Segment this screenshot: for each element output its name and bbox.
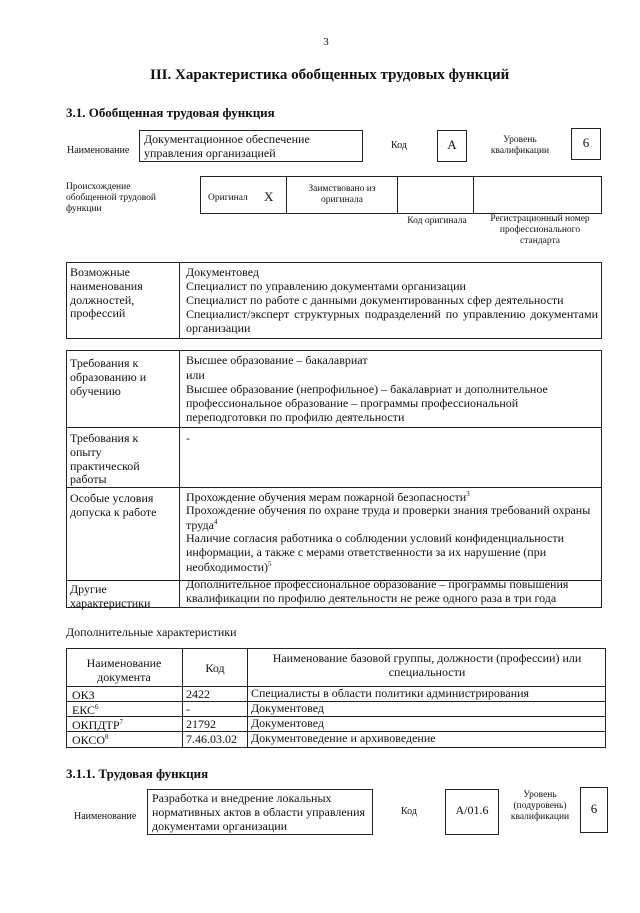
level-label: Уровень квалификации (490, 135, 550, 156)
special-line-text: Прохождение обучения по охране труда и проверки знания требований охраны труда (186, 503, 591, 532)
level-value: 6 (582, 135, 590, 150)
origin-table (200, 176, 602, 214)
section-3-1-title: 3.1. Обобщенная трудовая функция (66, 105, 275, 120)
table-row-doc: ОКСО$^8$ (72, 733, 109, 747)
table-row-code: 7.46.03.02 (186, 732, 237, 746)
function-code-value: А/01.6 (455, 803, 489, 817)
page-number: 3 (323, 36, 329, 48)
education-line: Высшее образование – бакалавриат (186, 353, 368, 367)
origin-label: Происхождение обобщенной трудовой функции (66, 182, 156, 214)
table-row-code: 21792 (186, 717, 216, 731)
position-item: Специалист/эксперт структурных подразделений по управлению документами организации (186, 307, 598, 335)
additional-title: Дополнительные характеристики (66, 625, 237, 639)
original-mark: X (264, 189, 274, 204)
experience-value: - (186, 431, 190, 445)
table-row-code: - (186, 702, 190, 716)
name-label: Наименование (67, 145, 130, 156)
footnote-mark: 4 (213, 517, 218, 526)
function-code-label: Код (401, 806, 417, 817)
original-label: Оригинал (208, 193, 248, 203)
function-name-label: Наименование (74, 811, 137, 822)
additional-header-name: Наименование базовой группы, должности (профессии) или специальности (272, 651, 582, 679)
other-value: Дополнительное профессиональное образование – программы повышения квалификации по профилю деятельности не реже одного раза в три года (186, 577, 569, 605)
education-line: или (186, 368, 205, 382)
position-item: Специалист по работе с данными документированных сфер деятельности (186, 293, 564, 307)
special-line-text: Прохождение обучения мерам пожарной безопасности (186, 490, 467, 504)
positions-label: Возможные наименования должностей, профессий (70, 265, 143, 321)
function-level-value: 6 (590, 801, 598, 816)
special-line-text: Наличие согласия работника о соблюдении условий конфиденциальности информации, а также с мерами ответственности за их нарушение (при необходимости) (186, 531, 564, 574)
special-line (186, 504, 591, 533)
education-label: Требования к образованию и обучению (70, 356, 147, 398)
code-label: Код (391, 140, 407, 151)
table-row-name: Специалисты в области политики администрирования (251, 686, 530, 700)
function-name-value: Разработка и внедрение локальных нормативных актов в области управления документами организации (152, 791, 366, 833)
education-line: Высшее образование (непрофильное) – бакалавриат и дополнительное профессиональное образование – программы профессиональной переподготовки по профилю деятельности (186, 382, 548, 424)
borrowed-label: Заимствовано из оригинала (308, 184, 376, 205)
reg-number-label: Регистрационный номер профессионального стандарта (490, 214, 590, 246)
position-item: Документовед (186, 265, 259, 279)
table-row-name: Документовед (251, 716, 324, 730)
name-value: Документационное обеспечение управления организацией (144, 132, 310, 160)
special-label: Особые условия допуска к работе (70, 491, 157, 519)
table-row-name: Документовед (251, 701, 324, 715)
section-3-1-1-title: 3.1.1. Трудовая функция (66, 766, 209, 781)
other-label: Другие характеристики (70, 582, 151, 610)
experience-label: Требования к опыту практической работы (70, 431, 140, 487)
footnote-mark: 5 (268, 559, 272, 568)
additional-header-doc: Наименование документа (86, 656, 162, 684)
function-level-label: Уровень (подуровень) квалификации (510, 790, 570, 822)
table-row-doc: ОКЗ (72, 688, 95, 702)
code-value: А (447, 137, 457, 152)
additional-header-code: Код (205, 661, 225, 675)
table-row-name: Документоведение и архивоведение (251, 731, 436, 745)
table-row-doc: ЕКС$^6$ (72, 703, 99, 717)
table-row-doc: ОКПДТР$^7$ (72, 718, 124, 732)
special-line (186, 532, 596, 574)
footnote-mark: 3 (466, 490, 470, 498)
table-row-code: 2422 (186, 687, 210, 701)
position-item: Специалист по управлению документами организации (186, 279, 466, 293)
section-title: III. Характеристика обобщенных трудовых функций (150, 67, 510, 83)
code-original-label: Код оригинала (407, 216, 467, 226)
